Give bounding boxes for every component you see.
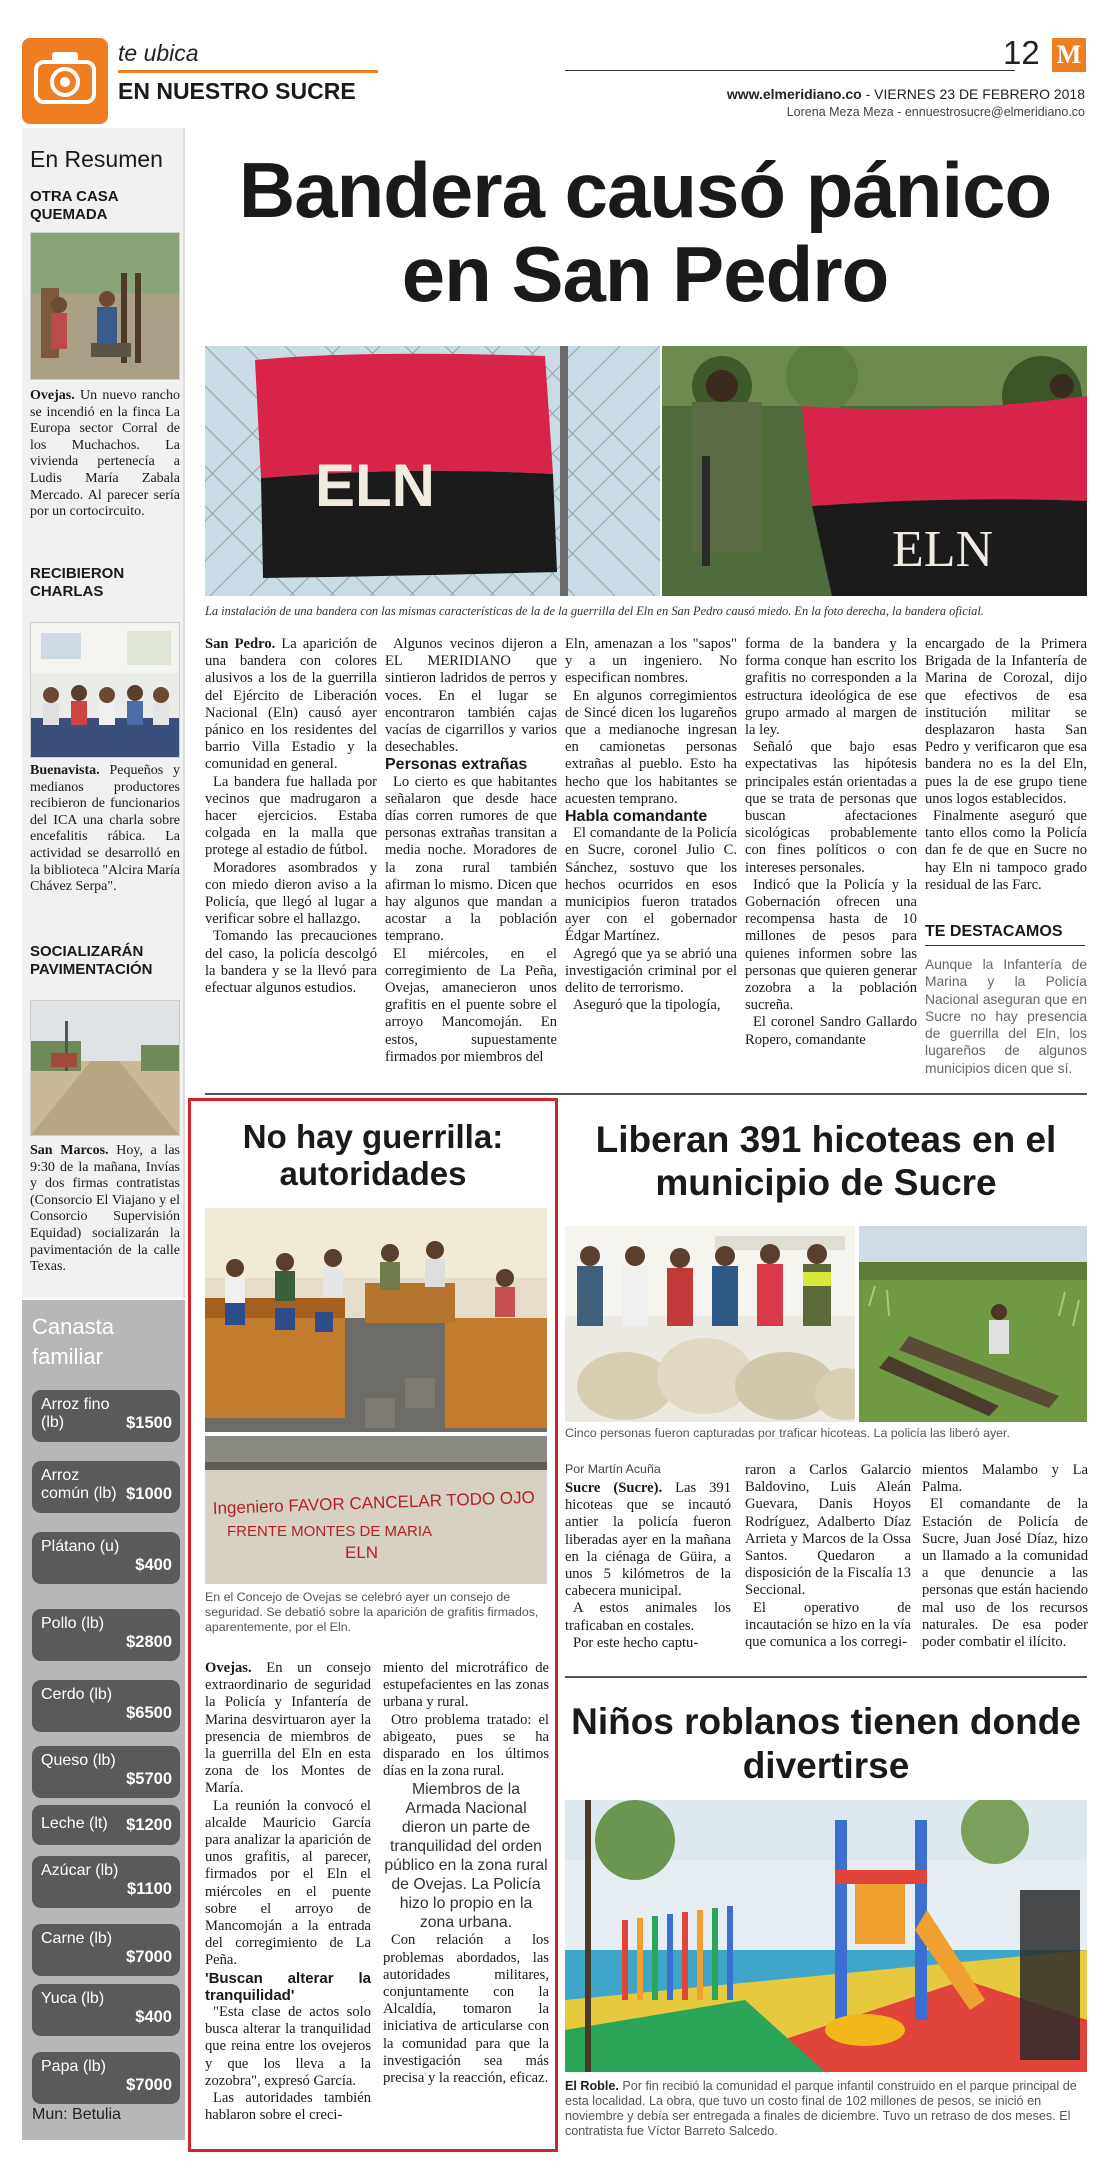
photo-parque-infantil <box>565 1800 1087 2072</box>
main-article-col-1: San Pedro. La aparición de una bandera con colores alusivos a los de la guerrilla del Ejército de Liberación Nacional (Eln) causó ayer pánico en los residentes del barrio Villa Estadio y la comunidad en general. La bandera fue hallada por vecinos que madrugaron a hacer ejercicios. Estaba colgada en la malla que protege al estadio de fútbol. Moradores asombrados y con miedo dieron aviso a la Policía, que llegó al lugar a verificar sobre el hallazgo. Tomando las precauciones del caso, la policía descolgó la bandera y se la llevó para efectuar algunos estudios. <box>205 636 377 997</box>
dateline <box>565 86 1085 102</box>
guerrilla-col-2: miento del microtráfico de estupefacientes en las zonas urbana y rural. Otro problema tratado: el abigeato, pues se ha disparado en los últimos días en la zona rural. Miembros de la Armada Nacional dieron un parte de tranquilidad del orden público en la zona rural de Ovejas. La Policía hizo lo propio en la zona urbana. Con relación a los problemas abordados, las autoridades militares, conjuntamente con la Alcaldía, tomaron la iniciativa de articularse con la comunidad para que la investigación sea más precisa y la reacción, eficaz. <box>383 1660 549 2087</box>
guerrilla-photo-caption: En el Concejo de Ovejas se celebró ayer un consejo de seguridad. Se debatió sobre la aparición de grafitis firmados, aparentemente, por el Eln. <box>205 1590 539 1634</box>
photo-eln-official <box>662 346 1087 596</box>
brief-text: San Marcos. Hoy, a las 9:30 de la mañana, Invías y dos firmas contratistas (Consorcio El Viajano y el Consorcio Supervisión Equidad) socializarán la pavimentación de la calle Texas. <box>30 1143 180 1275</box>
brief-heading: OTRA CASA QUEMADA <box>30 188 119 223</box>
photo-consejo-seguridad <box>205 1208 547 1432</box>
photo-grafitis <box>205 1436 547 1584</box>
brief-text: Buenavista. Pequeños y medianos productores recibieron de funcionarios del ICA una charla sobre encefalitis rábica. La actividad se desarrolló en la biblioteca "Alcira María Chávez Serpa". <box>30 763 180 895</box>
section-kicker: te ubica <box>118 40 199 66</box>
main-article-col-3: Eln, amenazan a los "sapos" y a un ingeniero. No especifican nombres. En algunos corregimientos de Sincé dicen los lugareños que a medianoche ingresan en camionetas personas extrañas al pueblo. Esto ha hecho que los habitantes se acuesten temprano. Habla comandante El comandante de la Policía en Sucre, coronel Julio C. Sánchez, sostuvo que los hechos ocurridos en esos municipios fueron tratados ayer con el gobernador Édgar Martínez. Agregó que ya se abrió una investigación criminal por el delito de terrorismo. Aseguró que la tipología, <box>565 636 737 1014</box>
section-rule <box>118 70 378 73</box>
main-headline: Bandera causó pánico en San Pedro <box>238 146 1052 318</box>
svg-text:Ingeniero FAVOR CANCELAR TODO: Ingeniero FAVOR CANCELAR TODO OJO <box>212 1487 536 1518</box>
price-card: Queso (lb) $5700 <box>32 1746 180 1798</box>
page-number: 12 <box>1003 34 1040 71</box>
article-headline-ninos: Niños roblanos tienen donde divertirse <box>571 1701 1081 1786</box>
svg-text:ELN: ELN <box>892 521 994 578</box>
article-headline-hicoteas: Liberan 391 hicoteas en el municipio de Sucre <box>595 1119 1057 1203</box>
section-logo <box>22 38 108 124</box>
main-article-col-2: Algunos vecinos dijeron a EL MERIDIANO que sintieron ladridos de perros y voces. En el lugar se encontraron también cajas vacías de cigarrillos y varios desechables. Personas extrañas Lo cierto es que habitantes señalaron que desde hace días corren rumores de que personas extrañas transitan a media noche. Moradores de la zona rural también afirman lo mismo. Dicen que hay algunos que mandan a acostar a la población temprano. El miércoles, en el corregimiento de La Peña, Ovejas, amanecieron unos grafitis en el puente sobre el arroyo Mancomoján. En estos, supuestamente firmados por miembros del <box>385 636 557 1065</box>
brief-heading: SOCIALIZARÁN PAVIMENTACIÓN <box>30 943 153 978</box>
issue-date: - VIERNES 23 DE FEBRERO 2018 <box>861 86 1085 102</box>
canasta-municipio: Mun: Betulia <box>32 2106 121 2123</box>
website-link[interactable]: www.elmeridiano.co <box>726 86 862 102</box>
subheading: Habla comandante <box>565 808 708 826</box>
te-destacamos-text: Aunque la Infantería de Marina y la Policía Nacional aseguran que en Sucre no hay presencia de guerrilla del Eln, los lugareños de algunos municipios dicen que sí. <box>925 957 1087 1076</box>
header-rule <box>565 70 1015 71</box>
canasta-title: Canasta familiar <box>32 1314 114 1369</box>
brief-photo-fire <box>30 232 180 380</box>
price-card: Yuca (lb) $400 <box>32 1984 180 2036</box>
location-pin-icon <box>22 38 108 124</box>
pull-quote: Miembros de la Armada Nacional dieron un parte de tranquilidad del orden público en la zona rural de Ovejas. La Policía hizo lo propio en la zona urbana. <box>384 1781 548 1932</box>
price-card: Leche (lt) $1200 <box>32 1805 180 1845</box>
brief-heading: RECIBIERON CHARLAS <box>30 565 125 600</box>
price-card: Carne (lb) $7000 <box>32 1924 180 1976</box>
price-card: Plátano (u) $400 <box>32 1532 180 1584</box>
photo-flag-fence <box>205 346 660 596</box>
main-photo-caption: La instalación de una bandera con las mismas características de la de la guerrilla del Eln en San Pedro causó miedo. En la foto derecha, la bandera oficial. <box>205 604 984 618</box>
brief-text: Ovejas. Un nuevo rancho se incendió en la finca La Europa sector Corral de los Muchachos. La vivienda pertenecía a Ludis María Zabala Mercado. Al parecer sería por un cortocircuito. <box>30 388 180 520</box>
article-headline-guerrilla: No hay guerrilla: autoridades <box>242 1118 504 1192</box>
ninos-photo-caption: El Roble. Por fin recibió la comunidad el parque infantil construido en el parque principal de esta localidad. La obra, que tuvo un costo final de 102 millones de pesos, se inició en noviembre y debía ser entregada a finales de diciembre. Tuvo un retraso de dos meses. El contratista fue Víctor Barreto Salcedo. <box>565 2079 1077 2138</box>
te-destacamos-rule <box>925 945 1085 946</box>
price-card: Pollo (lb) $2800 <box>32 1609 180 1661</box>
subheading: Personas extrañas <box>385 756 528 774</box>
price-card: Cerdo (lb) $6500 <box>32 1680 180 1732</box>
hicoteas-col-3: mientos Malambo y La Palma. El comandante de la Estación de Policía de Sucre, Juan José Díaz, hizo un llamado a la comunidad a que denuncie a las personas que están haciendo mal uso de los recursos naturales. De esa poder poder combatir el ilícito. <box>922 1462 1088 1651</box>
price-card: Azúcar (lb) $1100 <box>32 1856 180 1908</box>
hicoteas-col-2: raron a Carlos Galarcio Baldovino, Luis Aleán Guevara, Danis Hoyos Rodríguez, Adalberto Díaz Arrieta y Marcos de la Ossa Santos. Quedaron a disposición de la Fiscalía 13 Seccional. El operativo de incautación se hizo en la vía que comunica a los corregi- <box>745 1462 911 1651</box>
price-card: Arroz común (lb) $1000 <box>32 1461 180 1513</box>
photo-cienaga <box>859 1226 1087 1422</box>
hicoteas-col-1: Sucre (Sucre). Las 391 hicoteas que se incautó antier la policía fueron liberadas ayer en la mañana en la ciénaga de Güira, a unos 5 kilómetros de la cabecera municipal. A estos animales los traficaban en costales. Por este hecho captu- <box>565 1480 731 1651</box>
guerrilla-col-1: Ovejas. En un consejo extraordinario de seguridad la Policía y Infantería de Marina desvirtuaron ayer la presencia de miembros de la guerrilla del Eln en esta zona de los Montes de María. La reunión la convocó el alcalde Mauricio García para analizar la aparición de unos grafitis, al parecer, firmados por el Eln el miércoles en el puente sobre el arroyo de Mancomoján a la entrada del corregimiento de La Peña. 'Buscan alterar la tranquilidad' "Esta clase de actos solo busca alterar la tranquilidad que reina entre los ovejeros y que los lleva a la zozobra", expresó García. Las autoridades también hablaron sobre el creci- <box>205 1660 371 2124</box>
subheading: 'Buscan alterar la tranquilidad' <box>205 1969 371 2004</box>
photo-capturados <box>565 1226 855 1422</box>
svg-text:ELN: ELN <box>345 1543 379 1562</box>
section-divider <box>565 1676 1087 1678</box>
brief-photo-calle <box>30 1000 180 1136</box>
section-divider <box>205 1093 1087 1095</box>
hicoteas-byline: Por Martín Acuña <box>565 1462 661 1476</box>
paper-logo: M <box>1052 38 1086 72</box>
section-title: EN NUESTRO SUCRE <box>118 78 356 104</box>
brief-photo-charla <box>30 622 180 758</box>
main-article-col-4: forma de la bandera y la forma conque han escrito los grafitis no corresponden a la estructura ideológica de ese grupo armado al margen de la ley. Señaló que bajo esas expectativas las hipótesis principales están orientadas a que se trata de personas que buscan afectaciones sicológicas probablemente con fines políticos o con intereses personales. Indicó que la Policía y la Gobernación ofrecen una recompensa hasta de 10 millones de pesos para quienes informen sobre las personas que quieren generar zozobra a la población sucreña. El coronel Sandro Gallardo Ropero, comandante <box>745 636 917 1048</box>
te-destacamos-title: TE DESTACAMOS <box>925 923 1063 940</box>
main-article-col-5: encargado de la Primera Brigada de la Infantería de Marina de Corozal, dijo que efectivos de esa institución militar se desplazaron hasta San Pedro y verificaron que esa bandera no es la del Eln, pues la de ese grupo tiene unos logos establecidos. Finalmente aseguró que tanto ellos como la Policía dan fe de que en Sucre no hay Eln ni tampoco grado residual de las Farc. <box>925 636 1087 893</box>
svg-text:ELN: ELN <box>315 452 435 519</box>
price-card: Arroz fino (lb) $1500 <box>32 1390 180 1442</box>
sidebar-title: En Resumen <box>30 146 163 172</box>
hicoteas-photo-caption: Cinco personas fueron capturadas por traficar hicoteas. La policía las liberó ayer. <box>565 1426 1010 1440</box>
page-byline: Lorena Meza Meza - ennuestrosucre@elmeridiano.co <box>786 105 1085 119</box>
price-card: Papa (lb) $7000 <box>32 2052 180 2104</box>
svg-text:FRENTE MONTES DE MARIA: FRENTE MONTES DE MARIA <box>227 1523 433 1540</box>
